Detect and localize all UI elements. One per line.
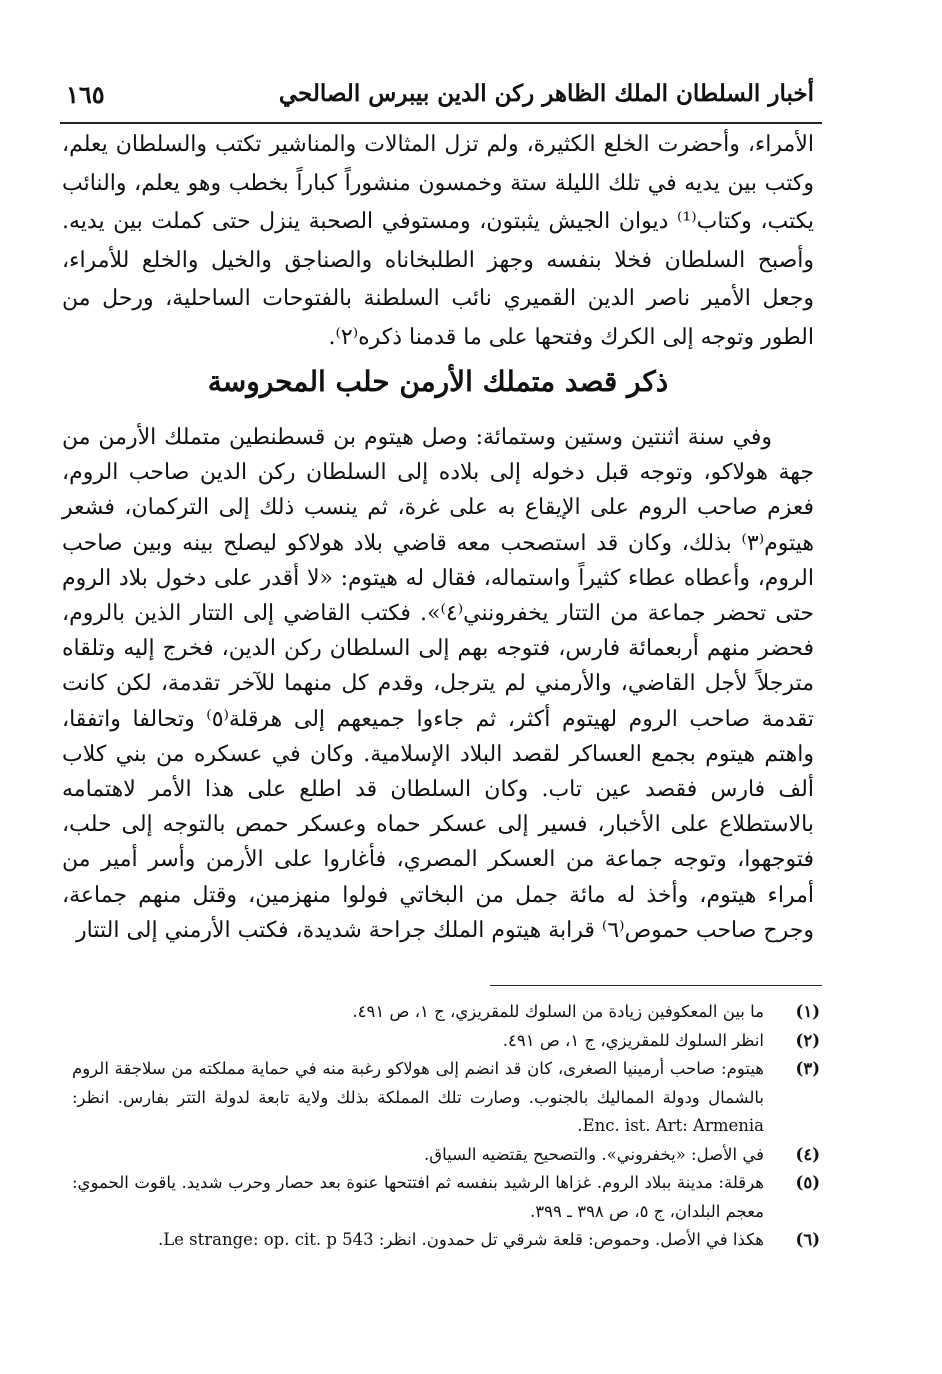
footnote-rule <box>490 985 822 986</box>
footnote-number: (٥) <box>795 1173 820 1192</box>
footnote-text: هكذا في الأصل. وحموص: قلعة شرقي تل حمدون. انظر: Le strange: op. cit. p 543. <box>157 1230 764 1249</box>
footnote <box>72 1055 820 1141</box>
footnote-number: (٣) <box>795 1059 820 1078</box>
body-text-main <box>62 420 814 948</box>
footnote-number: (٦) <box>795 1230 820 1249</box>
footnote-text: في الأصل: «يخفروني». والتصحيح يقتضيه السياق. <box>424 1144 764 1164</box>
footnote <box>72 1141 820 1170</box>
body-text-top <box>62 126 814 358</box>
footnote-text: انظر السلوك للمقريزي، ج ١، ص ٤٩١. <box>502 1030 764 1050</box>
footnote-number: (٢) <box>795 1030 820 1050</box>
paragraph-1: الأمراء، وأحضرت الخلع الكثيرة، ولم تزل المثالات والمناشير تكتب والسلطان يعلم، وكتب بين يديه في تلك الليلة ستة وخمسون منشوراً كباراً بخطب وهو يعلم، والنائب يكتب، وكتاب⁽¹⁾ ديوان الجيش يثبتون، ومستوفي الصحبة ينزل حتى كملت بين يديه. وأصبح السلطان فخلا بنفسه وجهز الطلبخاناه والصناجق والخيل والخلع للأمراء، وجعل الأمير ناصر الدين القميري نائب السلطنة بالفتوحات الساحلية، ورحل من الطور وتوجه إلى الكرك وفتحها على ما قدمنا ذكره⁽٢⁾. <box>62 132 814 350</box>
section-title: ذكر قصد متملك الأرمن حلب المحروسة <box>207 365 669 398</box>
footnote <box>72 1169 820 1226</box>
page-header <box>60 78 822 118</box>
footnote-number: (٤) <box>795 1144 820 1164</box>
running-head: أخبار السلطان الملك الظاهر ركن الدين بيبرس الصالحي <box>278 80 814 107</box>
footnote-text: ما بين المعكوفين زيادة من السلوك للمقريزي، ج ١، ص ٤٩١. <box>352 1002 764 1021</box>
footnote-number: (١) <box>795 1002 820 1021</box>
footnote-text: هرقلة: مدينة ببلاد الروم. غزاها الرشيد بنفسه ثم افتتحها عنوة بعد حصار وحرب شديد. ياقوت الحموي: معجم البلدان، ج ٥، ص ٣٩٨ ـ ٣٩٩. <box>72 1173 764 1221</box>
footnotes <box>72 998 820 1255</box>
footnote <box>72 1027 820 1056</box>
footnote <box>72 998 820 1027</box>
header-rule <box>60 122 822 124</box>
page-number: ١٦٥ <box>66 80 105 109</box>
footnote-text: هيتوم: صاحب أرمينيا الصغرى، كان قد انضم إلى هولاكو رغبة منه في حماية مملكته من سلاجقة الروم بالشمال ودولة المماليك بالجنوب. وصارت تلك المملكة بذلك ولاية تابعة لدولة التتر بفارس. انظر: Enc. ist. Art: Armenia. <box>72 1059 764 1135</box>
footnote <box>72 1226 820 1255</box>
paragraph-2: وفي سنة اثنتين وستين وستمائة: وصل هيتوم بن قسطنطين متملك الأرمن من جهة هولاكو، وتوجه قبل دخوله إلى بلاده إلى السلطان ركن الدين صاحب الروم، فعزم صاحب الروم على الإيقاع به على غرة، ثم ينسب ذلك إلى التركمان، فشعر هيتوم⁽٣⁾ بذلك، وكان قد استصحب معه قاضي بلاد هولاكو ليصلح بينه وبين صاحب الروم، وأعطاه عطاء كثيراً واستماله، فقال له هيتوم: «لا أقدر على دخول بلاد الروم حتى تحضر جماعة من التتار يخفرونني⁽٤⁾». فكتب القاضي إلى التتار الذين بالروم، فحضر منهم أربعمائة فارس، فتوجه بهم إلى السلطان ركن الدين، فخرج إليه وتلقاه مترجلاً لأجل القاضي، والأرمني لم يترجل، وقدم كل منهما للآخر تقدمة، لكن كانت تقدمة صاحب الروم لهيتوم أكثر، ثم جاءوا جميعهم إلى هرقلة⁽٥⁾ وتحالفا واتفقا، واهتم هيتوم بجمع العساكر لقصد البلاد الإسلامية. وكان في عسكره من بني كلاب ألف فارس فقصد عين تاب. وكان السلطان قد اطلع على هذا الأمر لاهتمامه بالاستطلاع على الأخبار، فسير إلى عسكر حماه وعسكر حمص بالتوجه إلى حلب، فتوجهوا، وتوجه جماعة من العسكر المصري، فأغاروا على الأرمن وأسر أمير من أمراء هيتوم، وأخذ له مائة جمل من البخاتي فولوا منهزمين، وقتل منهم جماعة، وجرح صاحب حموص⁽٦⁾ قرابة هيتوم الملك جراحة شديدة، فكتب الأرمني إلى التتار <box>62 425 814 943</box>
